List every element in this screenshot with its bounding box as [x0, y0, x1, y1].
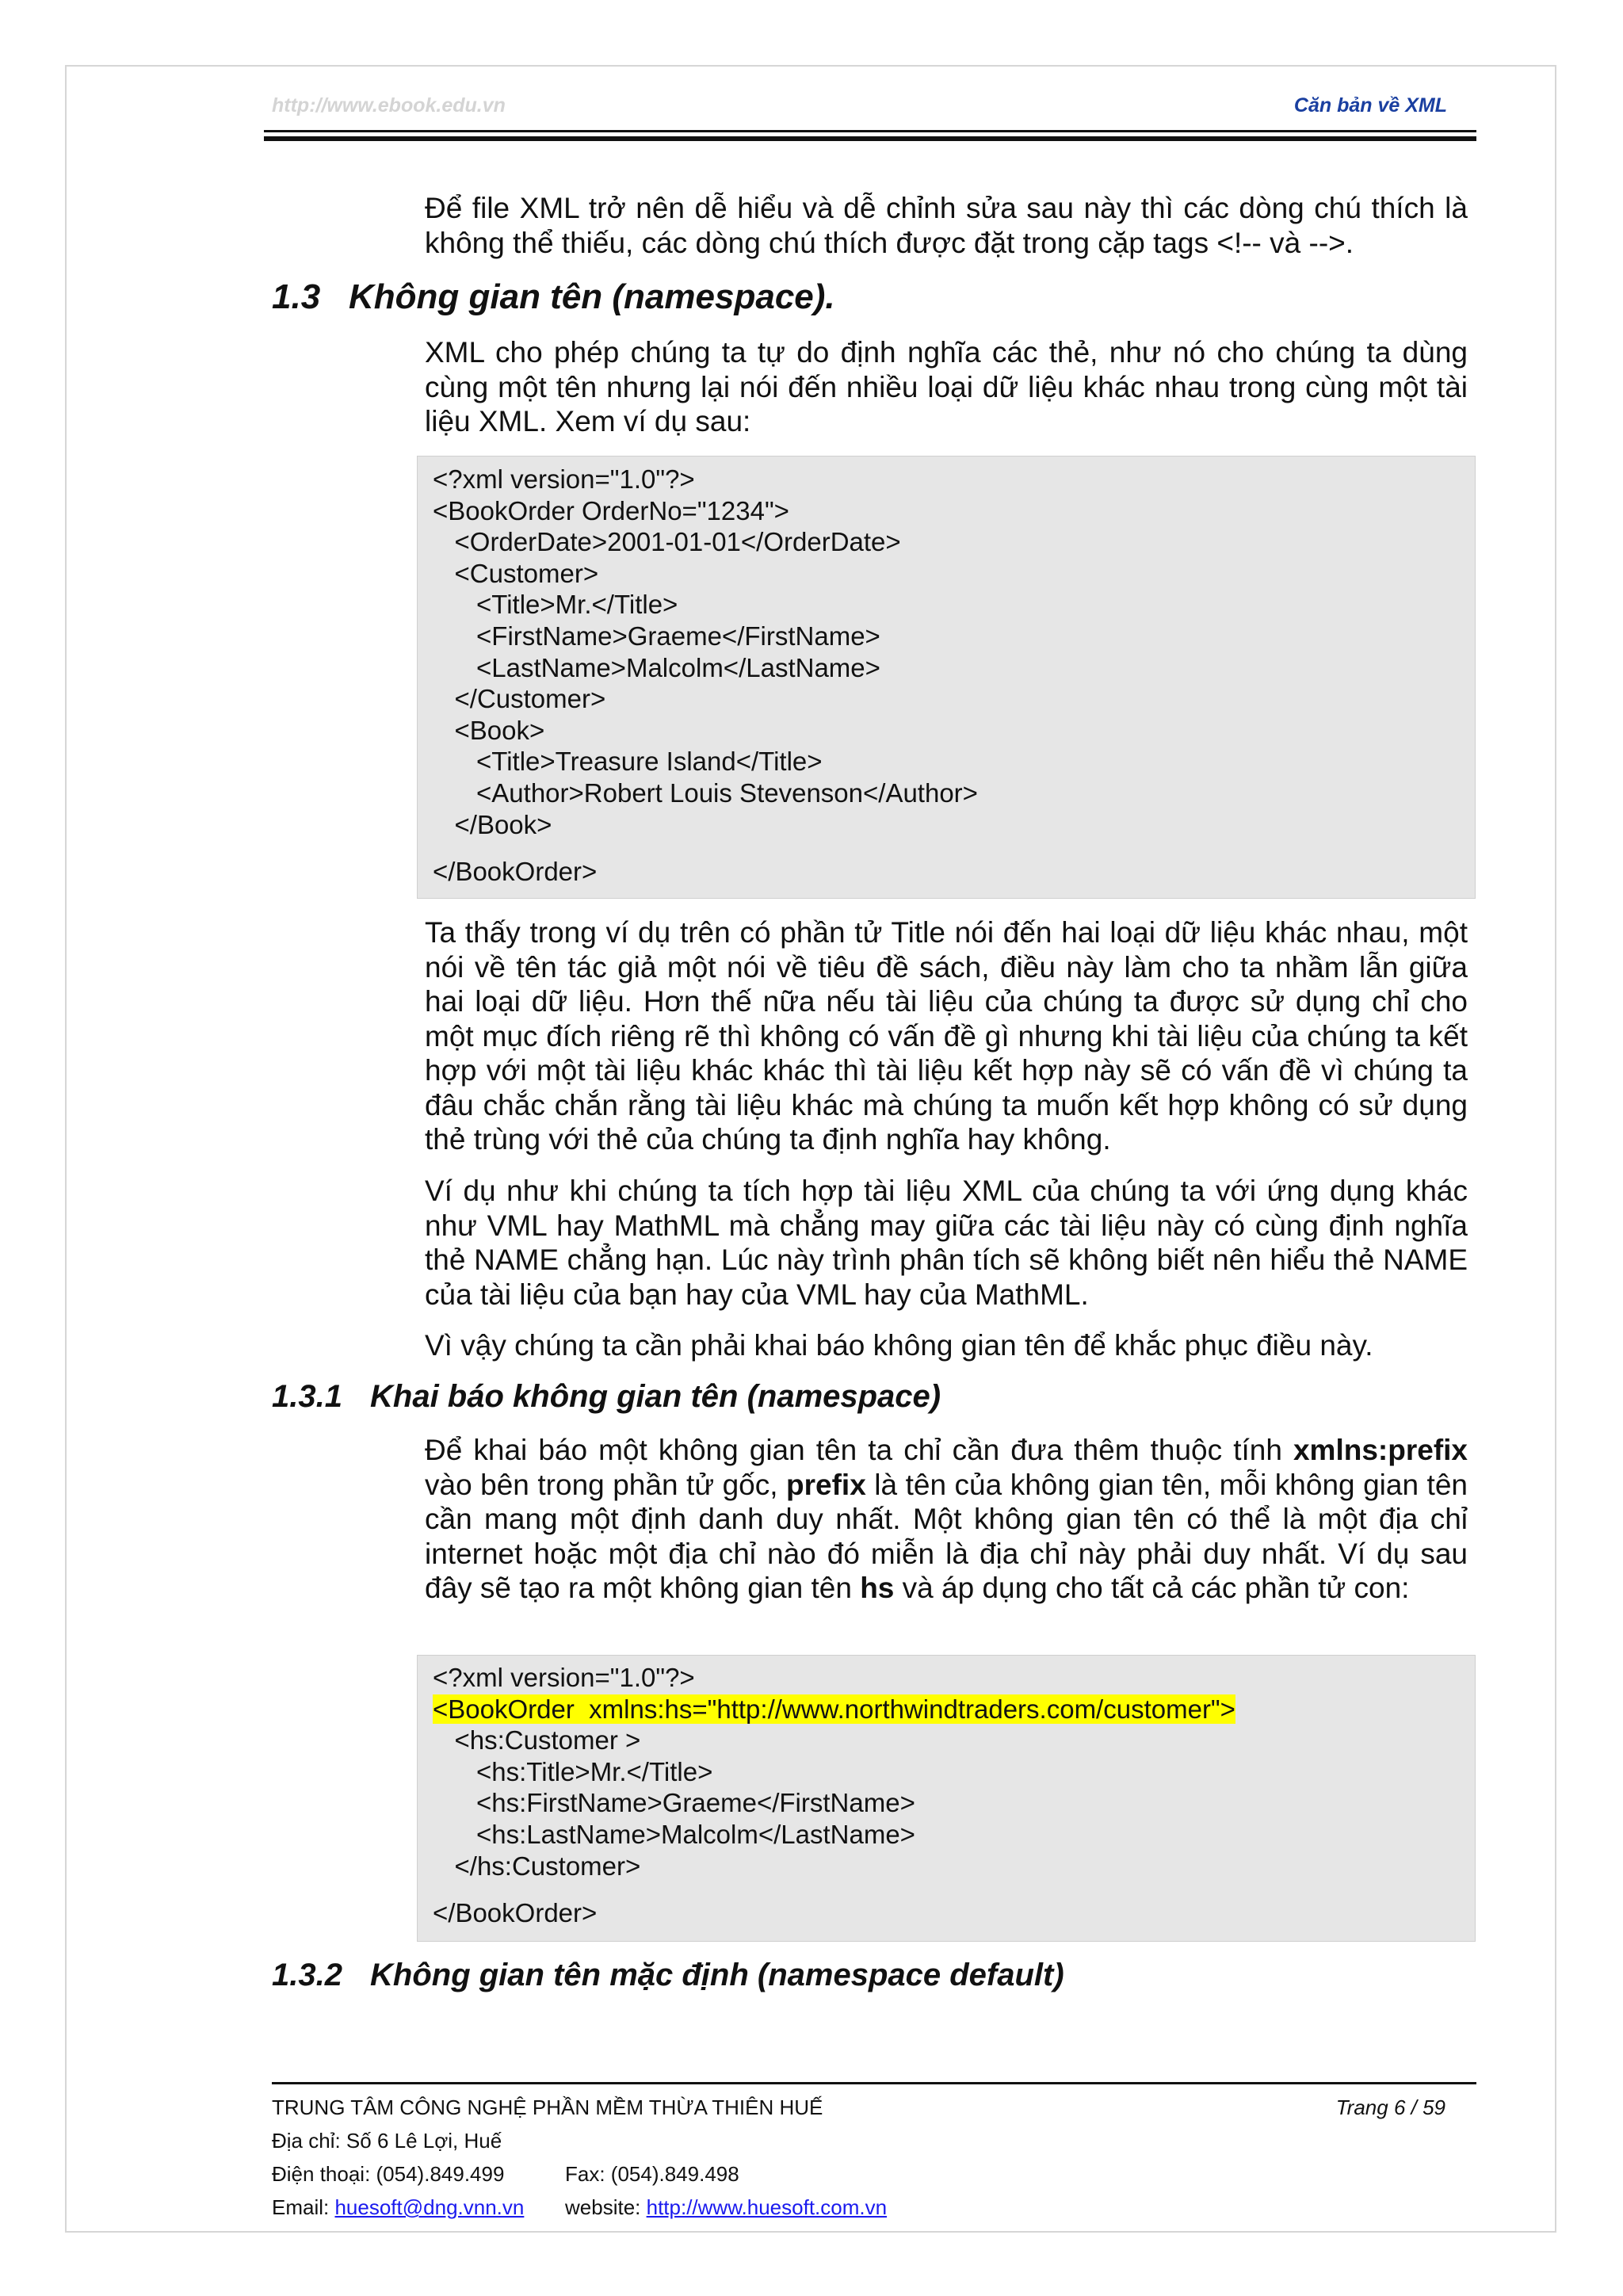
section-title: Không gian tên (namespace).: [349, 277, 835, 316]
footer-phone: Điện thoại: (054).849.499: [272, 2162, 505, 2186]
code-line: </Book>: [433, 809, 552, 839]
code-line: <Book>: [433, 715, 545, 745]
text-run: là tên của không gian tên, mỗi không gian tên cần mang một định danh duy nhất. Một không gian tên có thể là một địa chỉ internet hoặc một địa chỉ nào đó miễn là địa chỉ này phải duy nhất. Ví dụ sau đây sẽ tạo ra một không gian tên: [425, 1468, 1468, 1604]
section-title: Không gian tên mặc định (namespace default): [370, 1958, 1064, 1992]
footer-org: TRUNG TÂM CÔNG NGHỆ PHẦN MỀM THỪA THIÊN HUẾ: [272, 2095, 823, 2119]
footer-email-label: Email:: [272, 2195, 335, 2219]
highlighted-code: <BookOrder xmlns:hs="http://www.northwindtraders.com/customer">: [433, 1694, 1235, 1724]
code-line: <?xml version="1.0"?>: [433, 464, 695, 494]
namespace-intro-paragraph: XML cho phép chúng ta tự do định nghĩa các thẻ, như nó cho chúng ta dùng cùng một tên nhưng lại nói đến nhiều loại dữ liệu khác nhau trong cùng một tài liệu XML. Xem ví dụ sau:: [425, 336, 1468, 437]
code-line: </Customer>: [433, 684, 606, 714]
footer-email-link[interactable]: huesoft@dng.vnn.vn: [334, 2195, 525, 2219]
footer-page-number: Trang 6 / 59: [1335, 2095, 1445, 2119]
code-line: <Title>Treasure Island</Title>: [433, 747, 823, 777]
code-line: </BookOrder>: [433, 857, 598, 887]
section-heading-1-3: [272, 277, 835, 317]
footer-website: [565, 2195, 887, 2220]
declaration-paragraph: [425, 1433, 1468, 1606]
code-line: </hs:Customer>: [433, 1851, 641, 1881]
term-xmlns-prefix: xmlns:prefix: [1293, 1434, 1468, 1466]
footer-website-label: website:: [565, 2195, 647, 2219]
text-run: và áp dụng cho tất cả các phần tử con:: [894, 1572, 1410, 1604]
header-rule-thin: [264, 130, 1476, 132]
footer-email: [272, 2195, 524, 2220]
code-line: <BookOrder OrderNo="1234">: [433, 495, 789, 525]
code-line: <OrderDate>2001-01-01</OrderDate>: [433, 527, 901, 557]
code-line: <hs:Title>Mr.</Title>: [433, 1756, 713, 1786]
term-hs: hs: [860, 1572, 895, 1604]
header-rule-thick: [264, 136, 1476, 141]
footer-address: Địa chỉ: Số 6 Lê Lợi, Huế: [272, 2129, 502, 2153]
section-heading-1-3-2: [272, 1958, 1064, 1993]
footer-website-link[interactable]: http://www.huesoft.com.vn: [646, 2195, 888, 2219]
code-line: <FirstName>Graeme</FirstName>: [433, 621, 880, 651]
text-run: vào bên trong phần tử gốc,: [425, 1468, 787, 1501]
code-line: <Author>Robert Louis Stevenson</Author>: [433, 777, 978, 808]
header-title: Căn bản về XML: [1293, 94, 1447, 117]
term-prefix: prefix: [786, 1468, 866, 1501]
problem-paragraph: Ta thấy trong ví dụ trên có phần tử Title nói đến hai loại dữ liệu khác nhau, một nói về tên tác giả một nói về tiêu đề sách, điều này làm cho ta nhầm lẫn giữa hai loại dữ liệu. Hơn thế nữa nếu tài liệu của chúng ta được sử dụng chỉ cho một mục đích riêng rẽ thì không có vấn đề gì nhưng khi tài liệu của chúng ta kết hợp với một tài liệu khác khác thì tài liệu kết hợp này sẽ có vấn đề vì chúng ta đâu chắc chắn rằng tài liệu khác mà chúng ta muốn kết hợp không có sử dụng thẻ trùng với thẻ của chúng ta định nghĩa hay không.: [425, 916, 1468, 1156]
footer-rule: [272, 2082, 1476, 2084]
code-line: <?xml version="1.0"?>: [433, 1663, 695, 1692]
section-number: 1.3: [272, 277, 321, 316]
section-title: Khai báo không gian tên (namespace): [370, 1379, 941, 1414]
code-line: <Title>Mr.</Title>: [433, 590, 678, 620]
code-line: <LastName>Malcolm</LastName>: [433, 652, 880, 682]
section-number: 1.3.1: [272, 1379, 342, 1414]
section-number: 1.3.2: [272, 1958, 342, 1992]
code-line: <hs:FirstName>Graeme</FirstName>: [433, 1788, 915, 1818]
text-run: Để khai báo một không gian tên ta chỉ cần đưa thêm thuộc tính: [425, 1434, 1293, 1466]
section-heading-1-3-1: [272, 1379, 941, 1415]
code-example-2: [417, 1655, 1476, 1942]
code-line: [433, 1694, 1475, 1725]
code-line: <hs:LastName>Malcolm</LastName>: [433, 1819, 915, 1849]
code-example-1: [417, 456, 1476, 899]
header-url: http://www.ebook.edu.vn: [272, 94, 506, 117]
code-line: <Customer>: [433, 558, 599, 588]
intro-paragraph: Để file XML trở nên dễ hiểu và dễ chỉnh sửa sau này thì các dòng chú thích là không thể thiếu, các dòng chú thích được đặt trong cặp tags <!-- và -->.: [425, 192, 1468, 259]
code-line: <hs:Customer >: [433, 1725, 641, 1755]
example-paragraph: Ví dụ như khi chúng ta tích hợp tài liệu XML của chúng ta với ứng dụng khác như VML hay MathML mà chẳng may giữa các tài liệu này có cùng định nghĩa thẻ NAME chẳng hạn. Lúc này trình phân tích sẽ không biết nên hiểu thẻ NAME của tài liệu của bạn hay của VML hay của MathML.: [425, 1175, 1468, 1311]
footer-fax: Fax: (054).849.498: [565, 2162, 739, 2186]
conclusion-paragraph: Vì vậy chúng ta cần phải khai báo không gian tên để khắc phục điều này.: [425, 1329, 1373, 1362]
code-line: </BookOrder>: [433, 1898, 598, 1928]
